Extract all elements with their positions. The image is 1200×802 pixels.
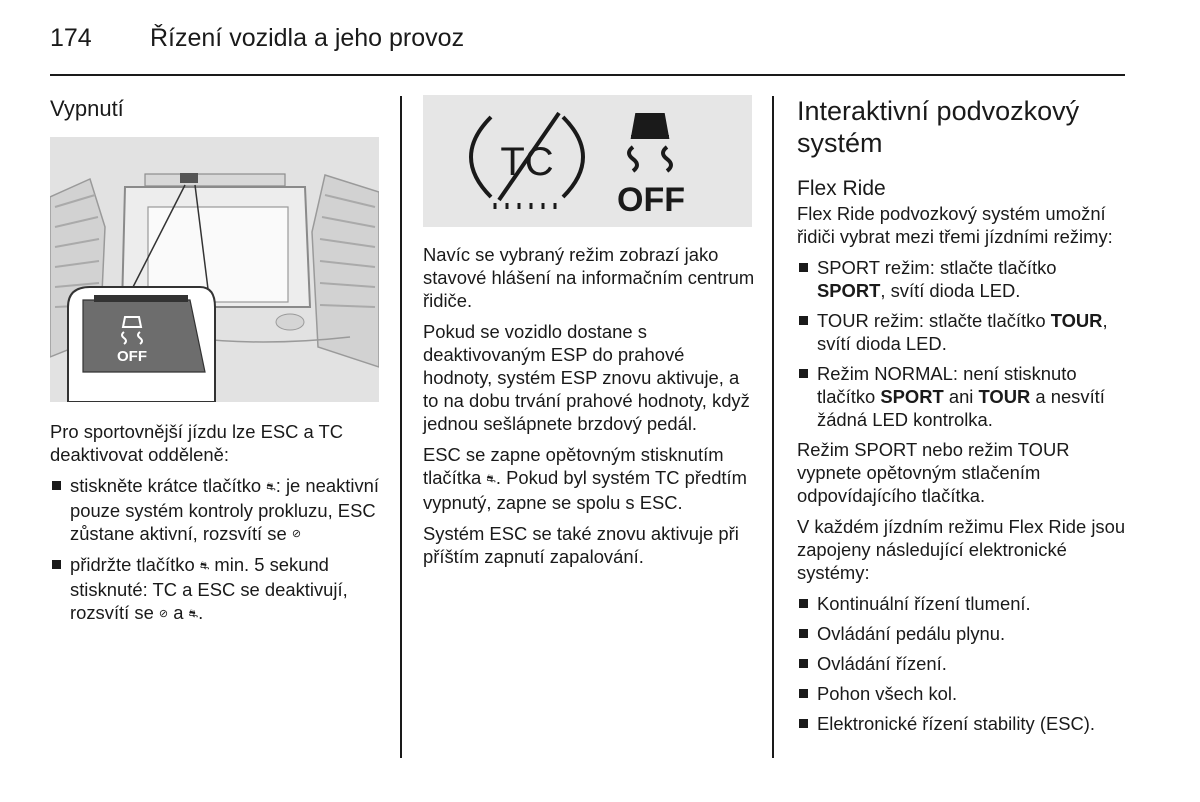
photo-off-label: OFF [117, 348, 147, 365]
column-divider-2 [772, 96, 774, 758]
systems-list-item: Ovládání řízení. [797, 652, 1127, 675]
page-number: 174 [50, 24, 92, 52]
traction-off-icon: ⛐ [199, 559, 210, 572]
left-column [50, 95, 382, 633]
mode-bullet-normal-text-e: a nesvítí žádná LED kontrolka. [817, 386, 1105, 430]
traction-off-icon: ⛐ [266, 480, 276, 493]
right-intro: Flex Ride podvozkový systém umožní řidiči vybrat mezi třemi jízdními režimy: [797, 203, 1113, 247]
mode-bullet-tour [797, 309, 1127, 355]
systems-list-item: Elektronické řízení stability (ESC). [797, 712, 1127, 735]
column-divider-1 [400, 96, 402, 758]
mode-bullet-normal [797, 362, 1127, 431]
right-paragraph-sport-tour: Režim SPORT nebo režim TOUR vypnete opětovným stlačením odpovídajícího tlačítka. [797, 439, 1070, 506]
traction-off-icon: ⛐ [486, 472, 496, 485]
section-heading-vypnuti: Vypnutí [50, 96, 124, 121]
mode-bullet-sport [797, 256, 1127, 302]
mode-bullet-normal-text-c: ani [943, 386, 979, 407]
left-bullet-1-text-a: stiskněte krátce tlačítko [70, 475, 267, 496]
mode-bullet-tour-text-c: , svítí dioda LED. [817, 310, 1108, 354]
left-bullet-2-text-b: min. 5 sekund stisknuté: TC a ESC se deaktivují, rozsvítí se [70, 554, 348, 623]
warning-icons-panel [423, 95, 752, 227]
middle-paragraph-1: Navíc se vybraný režim zobrazí jako stavové hlášení na informačním centrum řidiče. [423, 244, 755, 311]
middle-paragraph-4: Systém ESC se také znovu aktivuje při příštím zapnutí zapalování. [423, 522, 739, 567]
esc-off-indicator-icon: ⛐ [188, 607, 199, 620]
dashboard-photo [50, 137, 379, 402]
mode-bullet-tour-text-a: TOUR režim: stlačte tlačítko [817, 310, 1051, 331]
middle-paragraph-3-text-a: ESC se zapne opětovným stisknutím tlačítka [423, 444, 724, 488]
systems-list-item: Ovládání pedálu plynu. [797, 622, 1127, 645]
off-icon-text: OFF [617, 181, 685, 219]
systems-list-item: Kontinuální řízení tlumení. [797, 592, 1127, 615]
left-bullet-1-text-b: : je neaktivní pouze systém kontroly prokluzu, ESC zůstane aktivní, rozsvítí se [70, 475, 379, 544]
subsection-title: Flex Ride [797, 177, 886, 200]
section-title-flexride: Interaktivní podvozkový systém [797, 96, 1080, 158]
left-bullet-2-text-d: . [198, 601, 204, 623]
left-bullet-1 [50, 474, 382, 546]
tc-off-indicator-icon: ⊘ [291, 528, 302, 541]
tc-off-indicator-icon: ⊘ [158, 607, 169, 620]
left-bullet-2 [50, 553, 382, 625]
middle-column [423, 95, 758, 576]
mode-bullet-sport-text-a: SPORT režim: stlačte tlačítko [817, 257, 1057, 278]
left-bullet-2-text-c: a [168, 601, 189, 623]
mode-bullet-normal-sport: SPORT [880, 386, 944, 407]
middle-paragraph-3 [423, 443, 758, 514]
mode-bullet-normal-tour: TOUR [978, 386, 1031, 407]
mode-bullet-sport-text-c: , svítí dioda LED. [880, 280, 1021, 301]
middle-paragraph-2: Pokud se vozidlo dostane s deaktivovaným ESP do prahové hodnoty, systém ESP znovu aktivuje, a to na dobu trvání prahové hodnoty, když jednou sešlápnete brzdový pedál. [423, 321, 750, 434]
middle-paragraph-3-text-b: . Pokud byl systém TC předtím vypnutý, zapne se spolu s ESC. [423, 467, 747, 513]
header-rule [50, 74, 1125, 76]
systems-list-item: Pohon všech kol. [797, 682, 1127, 705]
mode-bullet-normal-text-a: Režim NORMAL: není stisknuto tlačítko [817, 363, 1077, 407]
tc-icon-text: TC [500, 140, 554, 184]
right-column [797, 95, 1127, 742]
mode-bullet-tour-button: TOUR [1050, 310, 1103, 331]
chapter-title: Řízení vozidla a jeho provoz [150, 24, 465, 52]
mode-bullet-sport-button: SPORT [817, 280, 881, 301]
right-paragraph-systems: V každém jízdním režimu Flex Ride jsou zapojeny následující elektronické systémy: [797, 516, 1126, 583]
left-bullet-2-text-a: přidržte tlačítko [70, 554, 200, 576]
left-intro: Pro sportovnější jízdu lze ESC a TC deaktivovat odděleně: [50, 421, 344, 465]
